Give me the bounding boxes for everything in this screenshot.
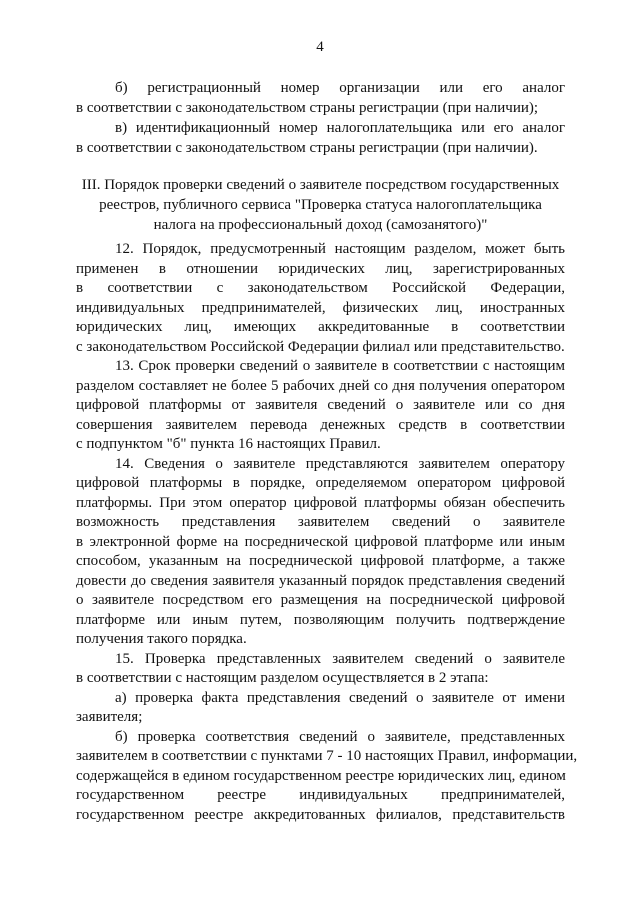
text-line: разделом составляет не более 5 рабочих дней со дня получения оператором [76, 377, 565, 394]
paragraph-14 [76, 455, 565, 650]
text-line: платформы. При этом оператор цифровой платформы обязан обеспечить [76, 494, 565, 511]
text-line: возможность представления заявителем сведений о заявителе [76, 514, 565, 530]
text-line: в соответствии с законодательством страны регистрации (при наличии). [76, 140, 538, 156]
text-line: а) проверка факта представления сведений о заявителе от имени [115, 689, 565, 706]
text-line: индивидуальных предпринимателей, физических лиц, иностранных [76, 299, 565, 316]
text-line: в электронной форме на посреднической цифровой платформе или иным [76, 533, 565, 550]
text-line: б) регистрационный номер организации или его аналог [115, 80, 565, 96]
text-line: о заявителе посредством его размещения на посреднической цифровой [76, 592, 565, 608]
section-heading-line: III. Порядок проверки сведений о заявителе посредством государственных [81, 177, 560, 193]
text-line: в соответствии с законодательством Российской Федерации, [76, 280, 565, 296]
text-line: 14. Сведения о заявителе представляются заявителем оператору [115, 455, 565, 472]
list-item-v [76, 118, 565, 158]
text-line: применен в отношении юридических лиц, зарегистрированных [76, 260, 565, 277]
text-line: государственном реестре аккредитованных филиалов, представительств [76, 806, 565, 823]
text-line: с подпунктом "б" пункта 16 настоящих Правил. [76, 436, 381, 452]
text-line: довести до сведения заявителя указанный порядок представления сведений [76, 572, 565, 589]
text-line: юридических лиц, имеющих аккредитованные в соответствии [76, 319, 565, 335]
text-line: совершения заявителем перевода денежных средств в соответствии [76, 416, 565, 433]
text-line: в соответствии с настоящим разделом осуществляется в 2 этапа: [76, 670, 489, 686]
body-text [76, 240, 578, 825]
text-line: 13. Срок проверки сведений о заявителе в соответствии с настоящим [115, 358, 565, 374]
text-line: цифровой платформы от заявителя сведений о заявителе или со дня [76, 397, 565, 413]
text-line: цифровой платформы в порядке, определяемом оператором цифровой [76, 475, 565, 491]
section-heading-line: реестров, публичного сервиса "Проверка статуса налогоплательщика [99, 197, 542, 213]
text-line: государственном реестре индивидуальных предпринимателей, [76, 787, 565, 803]
text-line: содержащейся в едином государственном реестре юридических лиц, едином [76, 767, 566, 784]
text-line: платформе или иным путем, позволяющим получить подтверждение [76, 611, 565, 628]
paragraph-15 [76, 650, 565, 689]
text-line: в) идентификационный номер налогоплательщика или его аналог [115, 120, 565, 136]
text-line: заявителем в соответствии с пунктами 7 - 10 настоящих Правил, информации, [76, 748, 578, 764]
list-item-b [76, 78, 565, 118]
top-items [76, 78, 565, 158]
text-line: 15. Проверка представленных заявителем сведений о заявителе [115, 650, 565, 667]
paragraph-12 [76, 240, 565, 357]
text-line: б) проверка соответствия сведений о заявителе, представленных [115, 728, 565, 745]
text-line: 12. Порядок, предусмотренный настоящим разделом, может быть [115, 241, 565, 257]
paragraph-13 [76, 357, 565, 455]
page-number: 4 [316, 39, 324, 55]
subitem-b [76, 728, 578, 826]
subitem-a [76, 689, 565, 728]
text-line: с законодательством Российской Федерации филиал или представительство. [76, 338, 565, 355]
section-heading [76, 175, 565, 235]
text-line: в соответствии с законодательством страны регистрации (при наличии); [76, 100, 539, 116]
text-line: заявителя; [76, 709, 143, 725]
section-heading-line: налога на профессиональный доход (самозанятого)" [153, 217, 488, 233]
text-line: получения такого порядка. [76, 631, 247, 647]
text-line: способом, указанным на посреднической цифровой платформе, а также [76, 553, 565, 569]
